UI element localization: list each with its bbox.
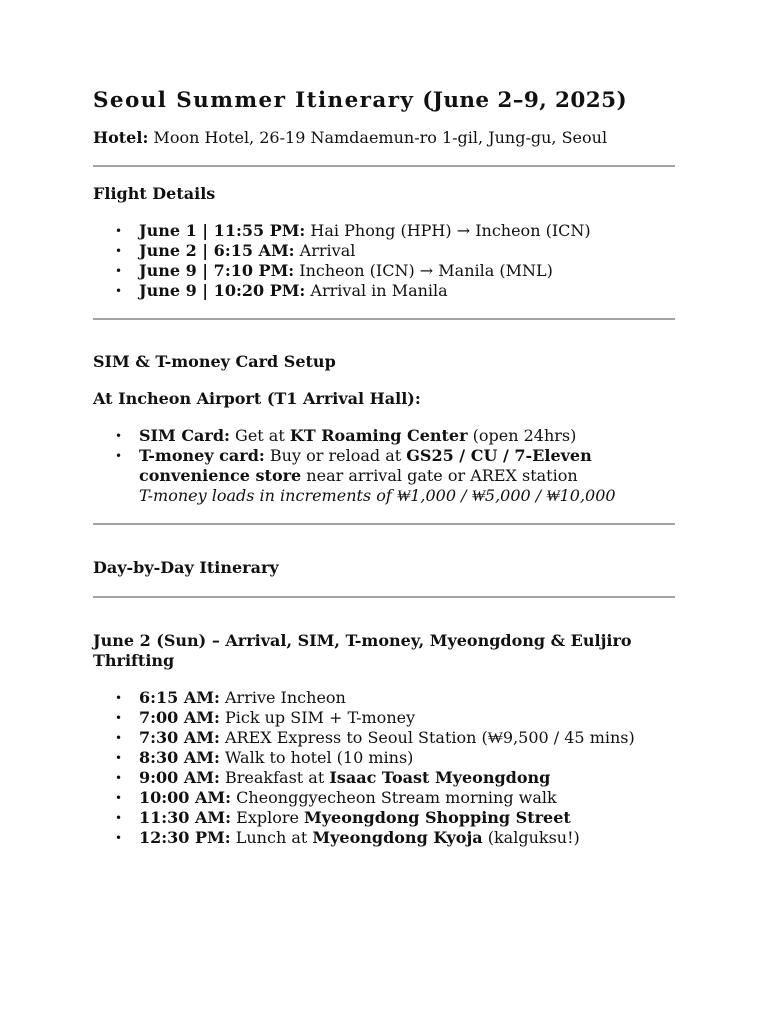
flight-item (139, 281, 675, 301)
schedule-place: Myeongdong Shopping Street (304, 808, 571, 827)
schedule-time: 7:30 AM: (139, 728, 220, 747)
flight-text: Hai Phong (HPH) → Incheon (ICN) (305, 221, 591, 240)
schedule-item (139, 808, 675, 828)
flight-list (93, 221, 675, 301)
sim-subheading: At Incheon Airport (T1 Arrival Hall): (93, 389, 421, 408)
schedule-text: Walk to hotel (10 mins) (219, 748, 414, 767)
flight-text: Arrival in Manila (305, 281, 448, 300)
divider-3 (93, 523, 675, 525)
schedule-text: Cheonggyecheon Stream morning walk (231, 788, 557, 807)
schedule-item (139, 768, 675, 788)
day-by-day-heading: Day-by-Day Itinerary (93, 558, 279, 577)
flight-time: June 9 | 7:10 PM: (139, 261, 295, 280)
schedule-text: Pick up SIM + T-money (219, 708, 416, 727)
schedule-text: Explore (231, 808, 305, 827)
schedule-text: Lunch at (230, 828, 313, 847)
convenience-stores: GS25 / CU / 7-Eleven convenience store (139, 446, 592, 485)
flight-text: Arrival (294, 241, 356, 260)
sim-card-item (139, 426, 675, 446)
page-title-dates: (June 2–9, 2025) (414, 88, 628, 113)
document-page (93, 88, 675, 848)
divider-4 (93, 596, 675, 598)
schedule-item (139, 688, 675, 708)
page-title-main: Seoul Summer Itinerary (93, 88, 415, 113)
schedule-time: 10:00 AM: (139, 788, 232, 807)
schedule-item (139, 788, 675, 808)
schedule-time: 7:00 AM: (139, 708, 220, 727)
sim-heading: SIM & T-money Card Setup (93, 352, 336, 371)
schedule-time: 12:30 PM: (139, 828, 231, 847)
tmoney-note: T-money loads in increments of ₩1,000 / ₩5,000 / ₩10,000 (139, 486, 616, 505)
page-title (93, 88, 675, 113)
june2-list (93, 688, 675, 848)
sim-card-label: SIM Card: (139, 426, 230, 445)
june2-heading: June 2 (Sun) – Arrival, SIM, T-money, Myeongdong & Euljiro Thrifting (93, 631, 632, 670)
flight-item (139, 241, 675, 261)
flight-item (139, 221, 675, 241)
schedule-text: Arrive Incheon (219, 688, 346, 707)
schedule-place: Myeongdong Kyoja (312, 828, 483, 847)
schedule-time: 8:30 AM: (139, 748, 220, 767)
flight-time: June 1 | 11:55 PM: (139, 221, 306, 240)
hotel-address: Moon Hotel, 26-19 Namdaemun-ro 1-gil, Jung-gu, Seoul (148, 128, 608, 147)
schedule-item (139, 748, 675, 768)
hotel-line (93, 128, 675, 148)
schedule-time: 9:00 AM: (139, 768, 220, 787)
schedule-text: AREX Express to Seoul Station (₩9,500 / 45 mins) (219, 728, 635, 747)
hotel-label: Hotel: (93, 128, 149, 147)
schedule-item (139, 828, 675, 848)
sim-card-hours: (open 24hrs) (467, 426, 577, 445)
tmoney-location: near arrival gate or AREX station (301, 466, 578, 485)
divider-1 (93, 165, 675, 167)
schedule-item (139, 728, 675, 748)
flight-text: Incheon (ICN) → Manila (MNL) (294, 261, 553, 280)
sim-card-text: Get at (229, 426, 290, 445)
tmoney-item (139, 446, 675, 506)
schedule-place: Isaac Toast Myeongdong (329, 768, 551, 787)
schedule-item (139, 708, 675, 728)
tmoney-label: T-money card: (139, 446, 265, 465)
flight-time: June 9 | 10:20 PM: (139, 281, 306, 300)
schedule-text: Breakfast at (219, 768, 330, 787)
schedule-time: 6:15 AM: (139, 688, 220, 707)
sim-list (93, 426, 675, 506)
schedule-time: 11:30 AM: (139, 808, 232, 827)
flight-details-heading: Flight Details (93, 184, 216, 203)
tmoney-text: Buy or reload at (264, 446, 407, 465)
kt-roaming-center: KT Roaming Center (289, 426, 468, 445)
flight-time: June 2 | 6:15 AM: (139, 241, 295, 260)
schedule-text-suffix: (kalguksu!) (482, 828, 580, 847)
flight-item (139, 261, 675, 281)
divider-2 (93, 318, 675, 320)
